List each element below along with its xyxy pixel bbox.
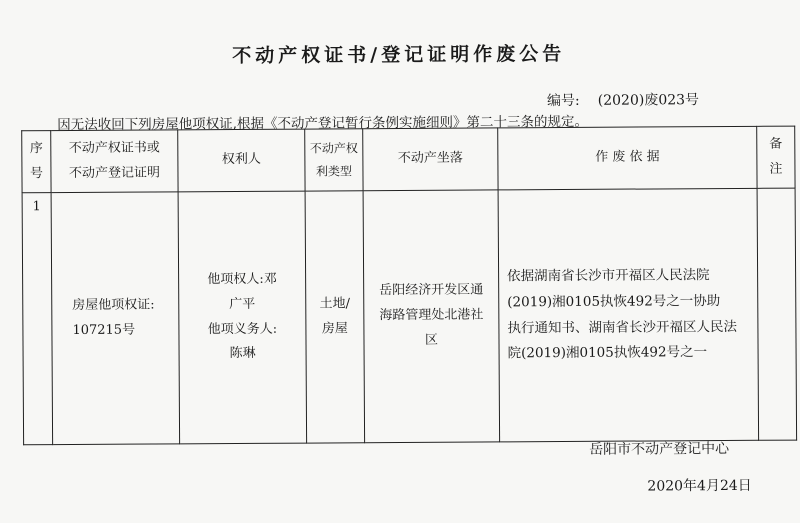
row-loc-line1: 岳阳经济开发区通 bbox=[379, 282, 484, 299]
header-right-type bbox=[305, 129, 363, 191]
row-holder-line2: 广平 bbox=[229, 296, 256, 312]
row-holder-line1: 他项权人:邓 bbox=[207, 271, 277, 288]
row-basis-line4: 院(2019)湘0105执恢492号之一 bbox=[507, 344, 708, 362]
row-seq-value: 1 bbox=[32, 199, 41, 215]
row-basis-line2: (2019)湘0105执恢492号之一协助 bbox=[507, 292, 721, 311]
row-cert-line1: 房屋他项权证: bbox=[72, 297, 155, 313]
void-certificate-table bbox=[21, 126, 797, 446]
row-type-line2: 房屋 bbox=[321, 320, 348, 336]
row-holder-line3: 他项义务人: bbox=[207, 321, 278, 337]
issue-date: 2020年4月24日 bbox=[647, 477, 752, 495]
header-cert-line2: 不动产登记证明 bbox=[68, 164, 161, 181]
header-type-line1: 不动产权 bbox=[309, 140, 358, 156]
header-basis: 作 废 依 据 bbox=[498, 126, 757, 190]
row-location bbox=[363, 190, 500, 443]
header-seq-line2: 号 bbox=[29, 165, 44, 181]
row-cert-line2: 107215号 bbox=[72, 322, 136, 338]
header-holder: 权利人 bbox=[178, 129, 305, 192]
header-seq-line1: 序 bbox=[29, 140, 43, 157]
header-location: 不动产坐落 bbox=[363, 128, 498, 191]
row-right-type bbox=[305, 191, 365, 443]
issuer-name: 岳阳市不动产登记中心 bbox=[589, 440, 730, 458]
row-remark bbox=[757, 188, 797, 440]
serial-value: (2020)废023号 bbox=[597, 92, 700, 109]
row-basis-line3: 执行通知书、湖南省长沙开福区人民法 bbox=[507, 318, 737, 336]
serial-label: 编号: bbox=[546, 92, 580, 110]
row-type-line1: 土地/ bbox=[319, 296, 350, 312]
header-remark-line1: 备 bbox=[769, 136, 783, 152]
row-basis bbox=[498, 188, 759, 442]
row-holder-line4: 陈琳 bbox=[229, 346, 256, 362]
row-holder bbox=[178, 191, 307, 444]
intro-text: 因无法收回下列房屋他项权证,根据《不动产登记暂行条例实施细则》第二十三条的规定。 bbox=[57, 113, 589, 134]
row-certificate bbox=[51, 192, 180, 445]
header-cert-line1: 不动产权证书或 bbox=[68, 140, 160, 156]
row-loc-line3: 区 bbox=[424, 332, 439, 348]
row-seq bbox=[22, 193, 53, 445]
row-loc-line2: 海路管理处北港社 bbox=[379, 307, 484, 324]
header-remark bbox=[757, 126, 795, 188]
table-header-row bbox=[22, 126, 795, 193]
page-title: 不动产权证书/登记证明作废公告 bbox=[232, 42, 566, 68]
header-type-line2: 利类型 bbox=[315, 163, 352, 179]
row-basis-line1: 依据湖南省长沙市开福区人民法院 bbox=[507, 267, 710, 285]
header-seq bbox=[22, 131, 51, 193]
serial-number bbox=[547, 89, 699, 110]
header-certificate bbox=[51, 130, 178, 193]
table-row bbox=[22, 188, 797, 445]
header-remark-line2: 注 bbox=[769, 161, 783, 177]
